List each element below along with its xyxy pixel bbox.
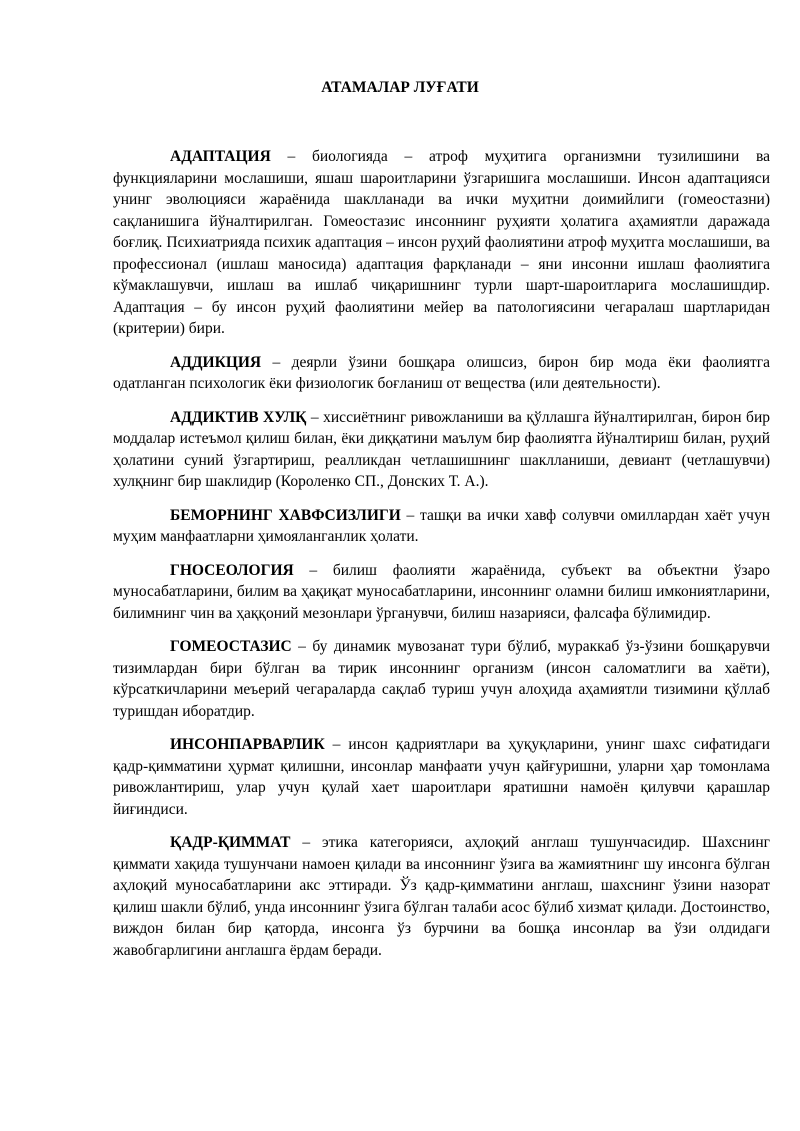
glossary-entry-addiktiv-khulq bbox=[113, 407, 770, 493]
glossary-term: АДДИКЦИЯ bbox=[170, 353, 262, 371]
glossary-entry-gnoseologiya bbox=[113, 560, 770, 625]
glossary-entry-insonparvarlik bbox=[113, 734, 770, 820]
glossary-entry-addiktsiya bbox=[113, 352, 770, 395]
glossary-entry-bemorning-khavfsizligi bbox=[113, 505, 770, 548]
glossary-entry-adaptatsiya bbox=[113, 146, 770, 340]
glossary-definition: – ташқи ва ички хавф солувчи омиллардан хаёт учун муҳим манфаатларни ҳимояланганлик ҳолати. bbox=[113, 506, 770, 545]
glossary-entry-gomeostazis bbox=[113, 636, 770, 722]
glossary-definition: – бу динамик мувозанат тури бўлиб, мураккаб ўз-ўзини бошқарувчи тизимлардан бири бўлган ва тирик инсоннинг организм (инсон саломатлиги ва хаёти), кўрсаткичларини меъерий чегараларда сақлаб туриш учун алоҳида аҳамиятли тизимини қўллаб туришдан иборатдир. bbox=[113, 638, 770, 720]
page-title: АТАМАЛАР ЛУҒАТИ bbox=[321, 79, 479, 96]
glossary-term: ГОМЕОСТАЗИС bbox=[170, 638, 292, 655]
glossary-definition: – биологияда – атроф муҳитига организмни тузилишини ва функцияларини мослашиши, яшаш шароитларини ўзгаришига мослашиши. Инсон адаптацияси унинг эволюцияси жараёнида шаклланади ва ички муҳитни доимийлиги (гомеостазни) сақланишига йўналтирилган. Гомеостазис инсоннинг руҳияти ҳолатига аҳамиятли даражада боғлиқ. Психиатрияда психик адаптация – инсон руҳий фаолиятини атроф муҳитга мослашиши, ва профессионал (ишлаш маносида) адаптация фарқланади – яни инсонни ишлаш фаолиятига кўмаклашувчи, ишлаш ва ишлаб чиқаришнинг турли шарт-шароитларига мослашишдир. Адаптация – бу инсон руҳий фаолиятини мейер ва патологиясини чегаралаш шартларидан (критерии) бири. bbox=[113, 148, 770, 337]
glossary-definition: – этика категорияси, аҳлоқий англаш тушунчасидир. Шахснинг қиммати хақида тушунчани намоен қилади ва инсоннинг ўзига ва жамиятнинг шу инсонга бўлган аҳлоқий муносабатларини акс эттиради. Ўз қадр-қимматини англаш, шахснинг ўзини назорат қилиш шакли бўлиб, унда инсоннинг ўзига бўлган талаби асос бўлиб хизмат қилади. Достоинство, виждон билан бир қаторда, инсонга ўз бурчини ва бошқа инсонлар ва ўзи олдидаги жавобгарлигини англашга ёрдам беради. bbox=[113, 834, 770, 959]
glossary-entry-qadr-qimmat bbox=[113, 832, 770, 961]
glossary-definition: – деярли ўзини бошқара олишсиз, бирон бир мода ёки фаолиятга одатланган психологик ёки физиологик боғланиш от вещества (или деятельности). bbox=[113, 353, 770, 392]
glossary-term: АДАПТАЦИЯ bbox=[170, 148, 271, 165]
glossary-term: БЕМОРНИНГ ХАВФСИЗЛИГИ bbox=[170, 506, 401, 524]
glossary-entries bbox=[113, 146, 770, 973]
glossary-definition: – билиш фаолияти жараёнида, субъект ва объектни ўзаро муносабатларини, билим ва ҳақиқат муносабатларини, инсоннинг оламни билиш имкониятларини, билимнинг чин ва ҳаққоний мезонлари ўрганувчи, билиш назарияси, фалсафа бўлимидир. bbox=[113, 561, 770, 622]
glossary-term: ИНСОНПАРВАРЛИК bbox=[170, 736, 325, 753]
glossary-definition: – инсон қадриятлари ва ҳуқуқларини, унинг шахс сифатидаги қадр-қимматини ҳурмат қилишни, инсонлар манфаати учун қайғуришни, уларни ҳар томонлама ривожлантириш, улар учун қулай хает шароитлари яратишни намоён қилувчи қарашлар йиғиндиси. bbox=[113, 736, 770, 818]
glossary-term: АДДИКТИВ ХУЛҚ bbox=[170, 408, 307, 426]
glossary-term: ГНОСЕОЛОГИЯ bbox=[170, 561, 294, 579]
glossary-term: ҚАДР-ҚИММАТ bbox=[170, 834, 291, 851]
glossary-definition: – хиссиётнинг ривожланиши ва қўллашга йўналтирилган, бирон бир моддалар истеъмол қилиш билан, ёки диққатини маълум бир фаолиятга йўналтириш билан, руҳий ҳолатини суний ўзгартириш, реалликдан четлашишнинг шаклланиши, девиант (четлашувчи) хулқнинг бир шаклидир (Короленко СП., Донских Т. А.). bbox=[113, 408, 770, 490]
